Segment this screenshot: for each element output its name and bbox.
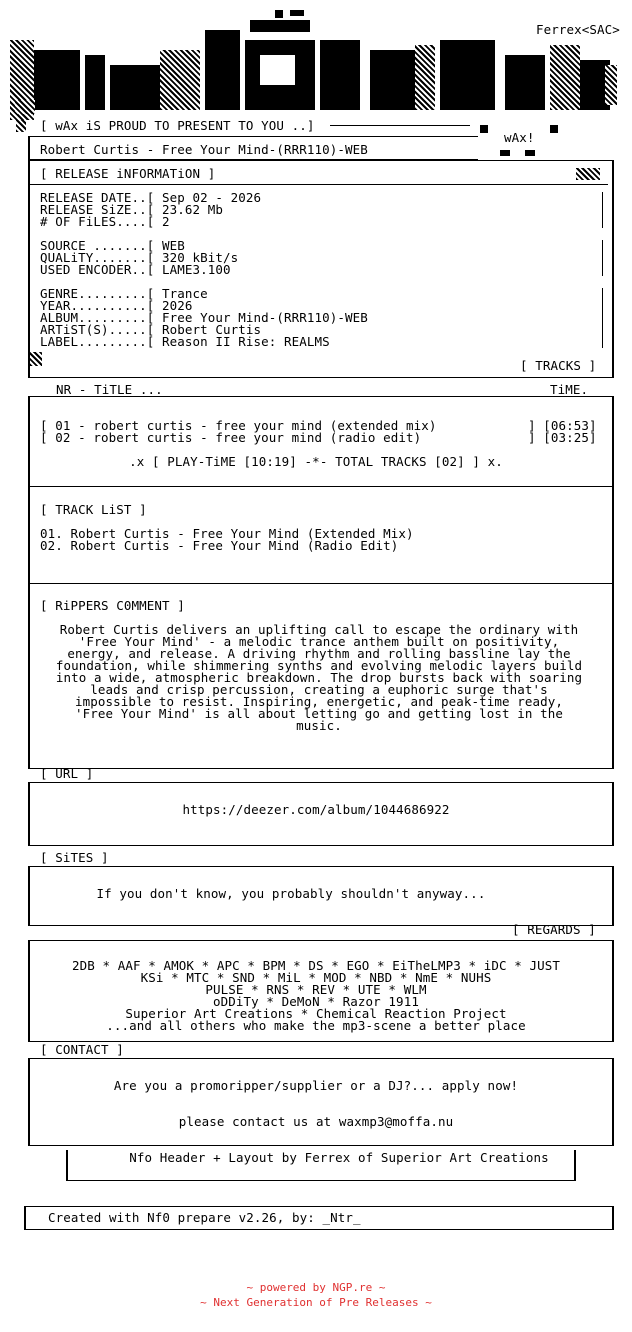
track-line: [ 01 - robert curtis - free your mind (extended mix) — [40, 418, 437, 433]
comment-line: music. — [296, 718, 342, 733]
section-label-regards: [ REGARDS ] — [512, 922, 596, 937]
track-time: ] [03:25] — [528, 430, 597, 445]
info-value: 2026 — [162, 298, 193, 313]
section-label-tracklist: [ TRACK LiST ] — [40, 502, 147, 517]
info-row-encoder — [40, 264, 368, 276]
track-row — [40, 432, 421, 444]
comment-line: impossible to resist. Inspiring, energetic, and peak-time ready, — [74, 694, 564, 709]
track-time: ] [06:53] — [528, 418, 597, 433]
bracket-column — [600, 192, 603, 228]
info-value: 2 — [162, 214, 170, 229]
regards-line: KSi * MTC * SND * MiL * MOD * NBD * NmE * NUHS — [140, 970, 492, 985]
info-label: ARTiST(S).....[ — [40, 322, 155, 337]
info-value: WEB — [162, 238, 185, 253]
info-label: SOURCE .......[ — [40, 238, 155, 253]
comment-line: into a wide, atmospheric breakdown. The drop bursts back with soaring — [55, 670, 583, 685]
section-label-contact: [ CONTACT ] — [40, 1042, 124, 1057]
section-label-comment: [ RiPPERS C0MMENT ] — [40, 598, 185, 613]
proud-present-line: [ wAx iS PROUD TO PRESENT TO YOU ..] — [40, 118, 315, 133]
regards-line: PULSE * RNS * REV * UTE * WLM — [205, 982, 427, 997]
comment-line: foundation, while shimmering synths and evolving melodic layers build — [55, 658, 583, 673]
group-tag: wAx! — [504, 130, 535, 145]
contact-box — [28, 1058, 614, 1146]
tracklist-item: 02. Robert Curtis - Free Your Mind (Radio Edit) — [40, 538, 399, 553]
tracks-col-time: TiME. — [550, 382, 589, 397]
info-row-label — [40, 336, 368, 348]
layout-credit: Nfo Header + Layout by Ferrex of Superior Art Creations — [129, 1150, 549, 1165]
contact-email[interactable]: please contact us at waxmp3@moffa.nu — [178, 1114, 454, 1129]
contact-line: Are you a promoripper/supplier or a DJ?... apply now! — [113, 1078, 519, 1093]
regards-list — [0, 960, 632, 1032]
section-label-tracks: [ TRACKS ] — [520, 358, 597, 373]
info-label: RELEASE SiZE..[ — [40, 202, 155, 217]
section-label-sites: [ SiTES ] — [40, 850, 109, 865]
divider — [30, 184, 608, 185]
created-with: Created with Nf0 prepare v2.26, by: _Ntr_ — [48, 1210, 361, 1225]
info-label: LABEL.........[ — [40, 334, 155, 349]
bracket-column — [600, 240, 603, 276]
regards-line: oDDiTy * DeMoN * Razor 1911 — [213, 994, 419, 1009]
dither-ornament — [16, 120, 26, 132]
info-label: QUALiTY.......[ — [40, 250, 155, 265]
info-label: ALBUM.........[ — [40, 310, 155, 325]
release-title: Robert Curtis - Free Your Mind-(RRR110)-WEB — [40, 142, 368, 157]
info-label: USED ENCODER..[ — [40, 262, 155, 277]
tracks-col-title: NR - TiTLE ... — [56, 382, 163, 397]
ascii-artist-credit: Ferrex<SAC> — [536, 22, 620, 37]
release-url-link[interactable]: https://deezer.com/album/1044686922 — [182, 802, 450, 817]
info-label: GENRE.........[ — [40, 286, 155, 301]
regards-line: Superior Art Creations * Chemical Reaction Project — [125, 1006, 507, 1021]
info-value: Free Your Mind-(RRR110)-WEB — [162, 310, 368, 325]
comment-text — [30, 624, 608, 732]
info-value: 23.62 Mb — [162, 202, 224, 217]
info-value: 320 kBit/s — [162, 250, 239, 265]
play-time-summary: .x [ PLAY-TiME [10:19] -*- TOTAL TRACKS [02] ] x. — [129, 454, 503, 469]
section-label-release-info: [ RELEASE iNFORMATiON ] — [40, 166, 216, 181]
comment-line: 'Free Your Mind' - a melodic trance anthem built on positivity, — [78, 634, 560, 649]
bracket-column — [600, 288, 603, 348]
info-label: RELEASE DATE..[ — [40, 190, 155, 205]
comment-line: leads and crisp percussion, creating a euphoric surge that's — [90, 682, 548, 697]
regards-line: 2DB * AAF * AMOK * APC * BPM * DS * EGO * EiTheLMP3 * iDC * JUST — [71, 958, 561, 973]
info-value: Robert Curtis — [162, 322, 262, 337]
sites-text: If you don't know, you probably shouldn't anyway... — [96, 886, 486, 901]
release-info-list — [40, 192, 368, 348]
comment-line: energy, and release. A driving rhythm and rolling bassline lay the — [67, 646, 571, 661]
dither-ornament — [576, 168, 600, 180]
info-label: YEAR..........[ — [40, 298, 155, 313]
track-line: [ 02 - robert curtis - free your mind (radio edit) — [40, 430, 422, 445]
tracklist-item: 01. Robert Curtis - Free Your Mind (Extended Mix) — [40, 526, 414, 541]
info-value: Reason II Rise: REALMS — [162, 334, 330, 349]
footer-tagline: ~ Next Generation of Pre Releases ~ — [200, 1296, 432, 1309]
info-row-files — [40, 216, 368, 228]
regards-line: ...and all others who make the mp3-scene a better place — [106, 1018, 526, 1033]
info-value: Trance — [162, 286, 208, 301]
section-label-url: [ URL ] — [40, 766, 94, 781]
comment-line: 'Free Your Mind' is all about letting go and getting lost in the — [74, 706, 564, 721]
divider — [330, 125, 470, 126]
footer-powered-by[interactable]: ~ powered by NGP.re ~ — [246, 1281, 386, 1294]
info-label: # OF FiLES....[ — [40, 214, 155, 229]
info-value: Sep 02 - 2026 — [162, 190, 262, 205]
comment-line: Robert Curtis delivers an uplifting call to escape the ordinary with — [59, 622, 579, 637]
info-value: LAME3.100 — [162, 262, 231, 277]
dither-ornament — [30, 352, 42, 366]
